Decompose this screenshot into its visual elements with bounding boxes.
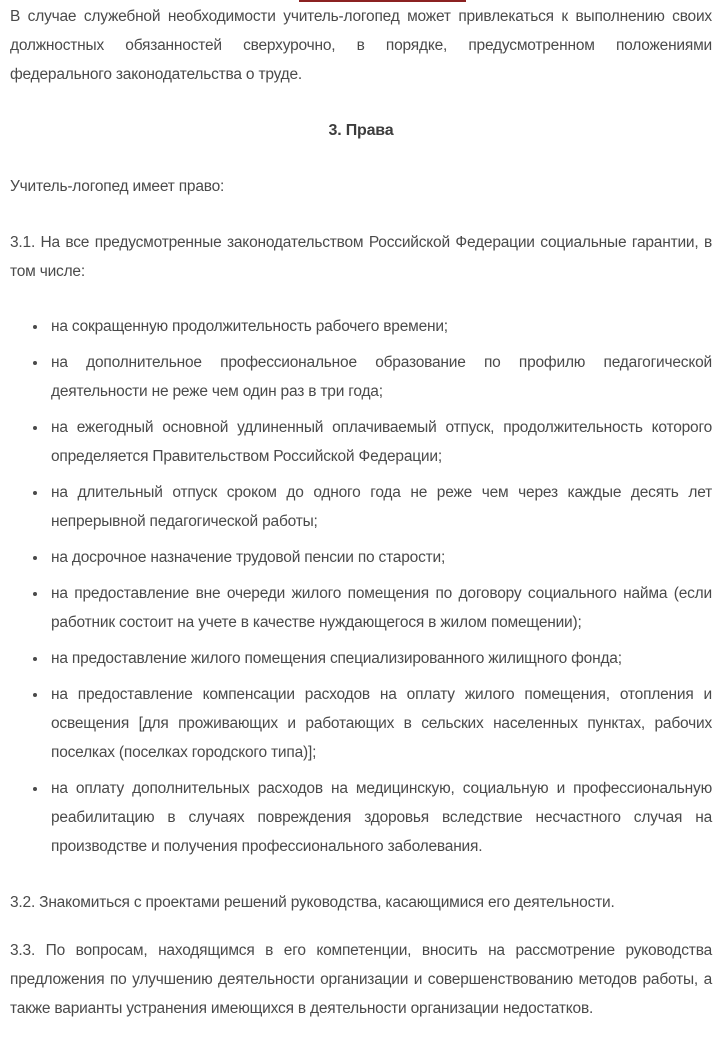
lead-paragraph: Учитель-логопед имеет право: [10, 178, 225, 195]
list-item: • на длительный отпуск сроком до одного года не реже чем через каждые десять лет непрерывной педагогической работы; [48, 478, 712, 536]
list-item: • на оплату дополнительных расходов на медицинскую, социальную и профессиональную реабилитацию в случаях повреждения здоровья вследствие несчастного случая на производстве и получения профессионального заболевания. [48, 774, 712, 861]
list-item: • на предоставление компенсации расходов на оплату жилого помещения, отопления и освещения [для проживающих и работающих в сельских населенных пунктах, рабочих поселках (поселках городского типа)]; [48, 680, 712, 767]
list-item: • на предоставление вне очереди жилого помещения по договору социального найма (если работник состоит на учете в качестве нуждающегося в жилом помещении); [48, 579, 712, 637]
list-item: • на сокращенную продолжительность рабочего времени; [48, 312, 712, 341]
list-item: • на ежегодный основной удлиненный оплачиваемый отпуск, продолжительность которого определяется Правительством Российской Федерации; [48, 413, 712, 471]
clause-3-2: 3.2. Знакомиться с проектами решений руководства, касающимися его деятельности. [10, 894, 615, 911]
clause-3-1: 3.1. На все предусмотренные законодательством Российской Федерации социальные гарантии, в том числе: [10, 234, 712, 280]
intro-paragraph: В случае служебной необходимости учитель-логопед может привлекаться к выполнению своих должностных обязанностей сверхурочно, в порядке, предусмотренном положениями федерального законодательства о труде. [10, 8, 712, 83]
section-heading-rights: 3. Права [328, 122, 394, 139]
rights-list [10, 312, 712, 861]
list-item: • на дополнительное профессиональное образование по профилю педагогической деятельности не реже чем один раз в три года; [48, 348, 712, 406]
list-item: • на предоставление жилого помещения специализированного жилищного фонда; [48, 644, 712, 673]
list-item: • на досрочное назначение трудовой пенсии по старости; [48, 543, 712, 572]
truncated-link-underline[interactable] [299, 0, 466, 2]
clause-3-3: 3.3. По вопросам, находящимся в его компетенции, вносить на рассмотрение руководства предложения по улучшению деятельности организации и совершенствованию методов работы, а также варианты устранения имеющихся в деятельности организации недостатков. [10, 942, 712, 1017]
